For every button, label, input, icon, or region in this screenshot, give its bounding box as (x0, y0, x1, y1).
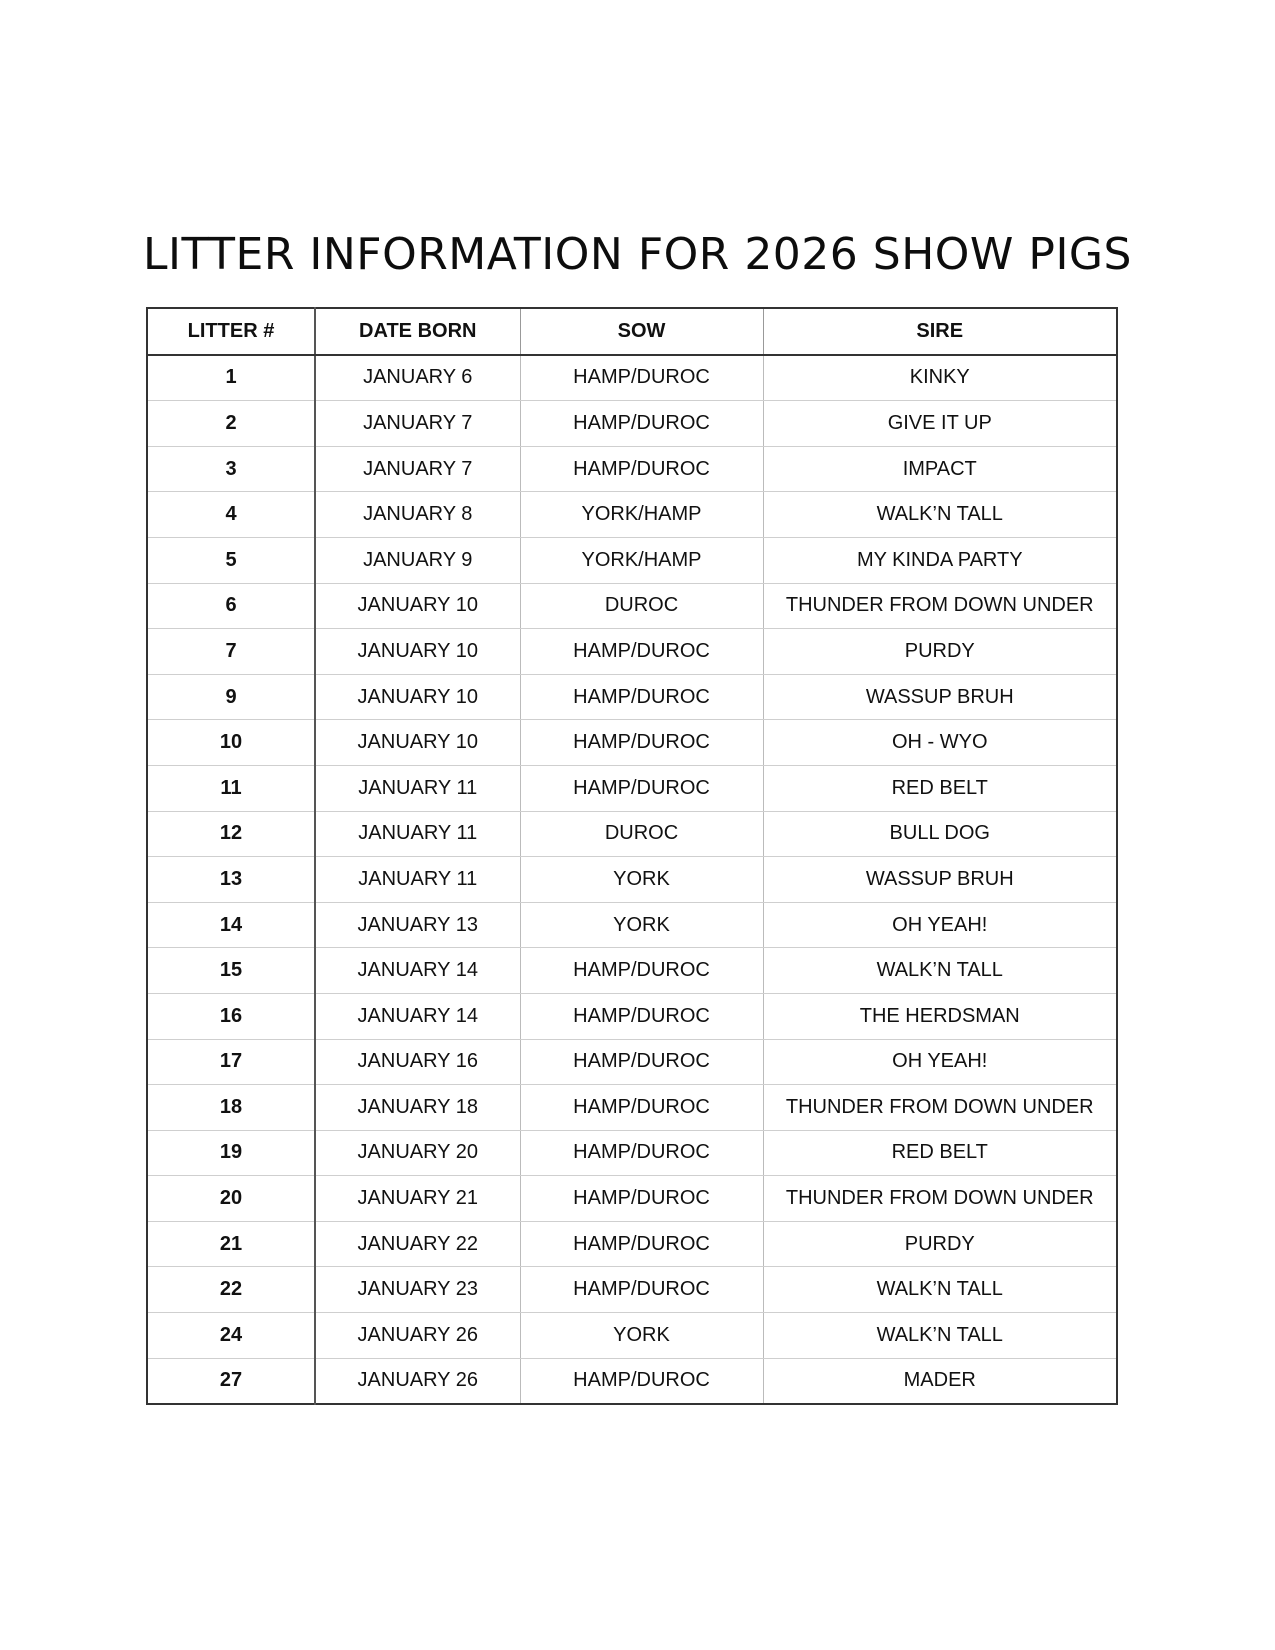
header-sire: SIRE (763, 308, 1117, 355)
cell-date-born: JANUARY 26 (315, 1313, 520, 1359)
cell-sire: PURDY (763, 629, 1117, 675)
table-row (147, 1267, 1117, 1313)
cell-sow: HAMP/DUROC (520, 629, 763, 675)
cell-sire: BULL DOG (763, 811, 1117, 857)
cell-sow: HAMP/DUROC (520, 948, 763, 994)
table-row (147, 1358, 1117, 1404)
header-sow: SOW (520, 308, 763, 355)
cell-date-born: JANUARY 10 (315, 583, 520, 629)
cell-sow: DUROC (520, 811, 763, 857)
cell-date-born: JANUARY 7 (315, 446, 520, 492)
table-row (147, 629, 1117, 675)
cell-date-born: JANUARY 7 (315, 401, 520, 447)
cell-date-born: JANUARY 16 (315, 1039, 520, 1085)
cell-sire: MADER (903, 1369, 976, 1392)
cell-date-born: JANUARY 20 (315, 1130, 520, 1176)
cell-sire: WASSUP BRUH (763, 857, 1117, 903)
table-row (147, 811, 1117, 857)
cell-sow: YORK (520, 857, 763, 903)
table-row (147, 401, 1117, 447)
page-title: LITTER INFORMATION FOR 2026 SHOW PIGS (143, 229, 1132, 281)
table-row (147, 583, 1117, 629)
header-litter-number: LITTER # (147, 308, 315, 355)
cell-sow: HAMP/DUROC (520, 1039, 763, 1085)
cell-sow: HAMP/DUROC (520, 720, 763, 766)
cell-sire: THUNDER FROM DOWN UNDER (763, 1085, 1117, 1131)
cell-litter-number: 5 (147, 537, 315, 583)
table-row (147, 1176, 1117, 1222)
cell-sire: WALK’N TALL (763, 948, 1117, 994)
cell-date-born: JANUARY 9 (315, 537, 520, 583)
cell-date-born: JANUARY 8 (315, 492, 520, 538)
table-row (147, 492, 1117, 538)
cell-sow: HAMP/DUROC (520, 674, 763, 720)
cell-sire: IMPACT (763, 446, 1117, 492)
cell-sow: HAMP/DUROC (520, 1358, 763, 1404)
cell-sire: WALK’N TALL (763, 1313, 1117, 1359)
cell-date-born: JANUARY 11 (315, 811, 520, 857)
cell-litter-number: 20 (147, 1176, 315, 1222)
litter-table (146, 307, 1118, 1405)
cell-sire: PURDY (763, 1221, 1117, 1267)
table-row (147, 1313, 1117, 1359)
cell-date-born: JANUARY 18 (315, 1085, 520, 1131)
cell-date-born: JANUARY 11 (315, 765, 520, 811)
cell-sire: THUNDER FROM DOWN UNDER (763, 1176, 1117, 1222)
cell-litter-number: 14 (147, 902, 315, 948)
cell-date-born: JANUARY 11 (315, 857, 520, 903)
cell-sire: WASSUP BRUH (763, 674, 1117, 720)
cell-litter-number: 16 (147, 993, 315, 1039)
cell-sire: WALK’N TALL (763, 1267, 1117, 1313)
cell-date-born: JANUARY 14 (315, 948, 520, 994)
cell-date-born: JANUARY 26 (315, 1358, 520, 1404)
cell-litter-number: 12 (147, 811, 315, 857)
table-row (147, 1039, 1117, 1085)
cell-date-born: JANUARY 10 (315, 674, 520, 720)
cell-litter-number: 9 (147, 674, 315, 720)
cell-sow: HAMP/DUROC (520, 1176, 763, 1222)
cell-sow: HAMP/DUROC (520, 355, 763, 401)
cell-sire: OH - WYO (763, 720, 1117, 766)
cell-date-born: JANUARY 13 (315, 902, 520, 948)
cell-sow: HAMP/DUROC (520, 1085, 763, 1131)
table-row (147, 993, 1117, 1039)
table-row (147, 902, 1117, 948)
cell-litter-number: 18 (147, 1085, 315, 1131)
table-header (147, 308, 1117, 355)
cell-litter-number: 2 (147, 401, 315, 447)
cell-sow: YORK/HAMP (520, 492, 763, 538)
header-date-born: DATE BORN (315, 308, 520, 355)
cell-date-born: JANUARY 21 (315, 1176, 520, 1222)
cell-date-born: JANUARY 22 (315, 1221, 520, 1267)
table-row (147, 1130, 1117, 1176)
cell-sow: HAMP/DUROC (520, 446, 763, 492)
cell-litter-number: 6 (147, 583, 315, 629)
cell-litter-number: 17 (147, 1039, 315, 1085)
cell-litter-number: 15 (147, 948, 315, 994)
cell-sire: OH YEAH! (763, 902, 1117, 948)
header-row (147, 308, 1117, 355)
cell-sire: THUNDER FROM DOWN UNDER (763, 583, 1117, 629)
table-row (147, 1221, 1117, 1267)
cell-sire: THE HERDSMAN (763, 993, 1117, 1039)
cell-sow: HAMP/DUROC (520, 1267, 763, 1313)
table-row (147, 355, 1117, 401)
cell-sow: HAMP/DUROC (520, 765, 763, 811)
table-row (147, 720, 1117, 766)
table-row (147, 1085, 1117, 1131)
cell-sow: YORK/HAMP (520, 537, 763, 583)
cell-sire: MY KINDA PARTY (763, 537, 1117, 583)
cell-date-born: JANUARY 6 (315, 355, 520, 401)
cell-litter-number: 7 (147, 629, 315, 675)
cell-litter-number: 4 (147, 492, 315, 538)
cell-litter-number: 21 (147, 1221, 315, 1267)
cell-litter-number: 3 (147, 446, 315, 492)
cell-sire: RED BELT (763, 1130, 1117, 1176)
cell-date-born: JANUARY 10 (315, 720, 520, 766)
cell-date-born: JANUARY 14 (315, 993, 520, 1039)
cell-sire: RED BELT (763, 765, 1117, 811)
table-body (147, 355, 1117, 1405)
table-row (147, 446, 1117, 492)
cell-litter-number: 1 (147, 355, 315, 401)
table-row (147, 537, 1117, 583)
cell-sow: YORK (520, 1313, 763, 1359)
cell-date-born: JANUARY 10 (315, 629, 520, 675)
table-row (147, 857, 1117, 903)
cell-litter-number: 27 (147, 1358, 315, 1404)
cell-sow: HAMP/DUROC (520, 1221, 763, 1267)
litter-table-container (146, 307, 1116, 1405)
cell-date-born: JANUARY 23 (315, 1267, 520, 1313)
cell-litter-number: 22 (147, 1267, 315, 1313)
cell-sire: KINKY (763, 355, 1117, 401)
cell-sire: GIVE IT UP (763, 401, 1117, 447)
cell-litter-number: 24 (147, 1313, 315, 1359)
table-row (147, 765, 1117, 811)
table-row (147, 948, 1117, 994)
cell-litter-number: 11 (147, 765, 315, 811)
table-row (147, 674, 1117, 720)
cell-sire: WALK’N TALL (763, 492, 1117, 538)
cell-sow: HAMP/DUROC (520, 993, 763, 1039)
cell-sire: OH YEAH! (763, 1039, 1117, 1085)
cell-sow: HAMP/DUROC (520, 401, 763, 447)
cell-sow: HAMP/DUROC (520, 1130, 763, 1176)
cell-litter-number: 19 (147, 1130, 315, 1176)
cell-sow: YORK (520, 902, 763, 948)
cell-sow: DUROC (520, 583, 763, 629)
cell-litter-number: 13 (147, 857, 315, 903)
cell-litter-number: 10 (147, 720, 315, 766)
